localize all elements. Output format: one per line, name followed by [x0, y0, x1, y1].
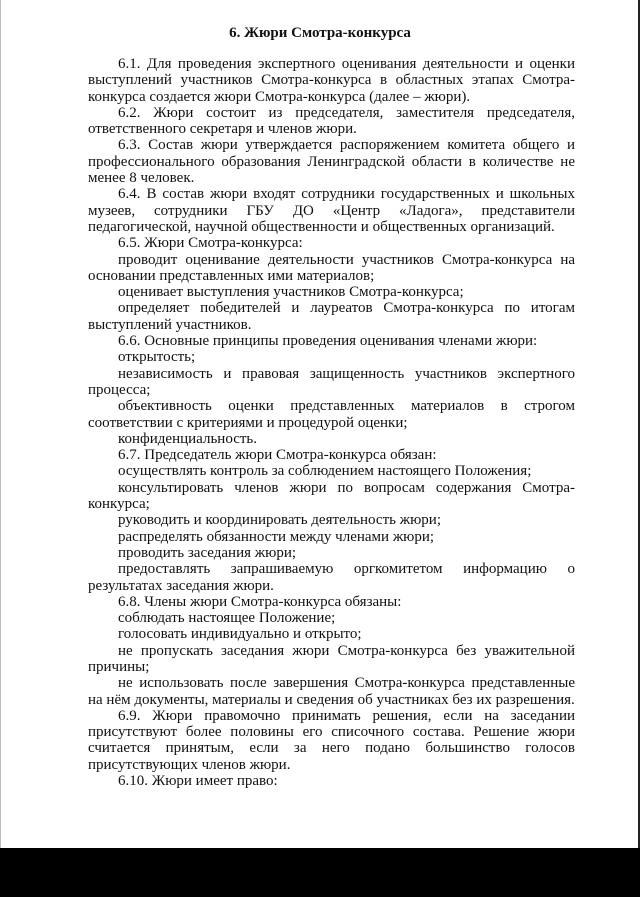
- paragraph-6-9: 6.9. Жюри правомочно принимать решения, если на заседании присутствуют более половины его списочного состава. Решение жюри считается принятым, если за него подано большинство голосов присутствующих членов жюри.: [88, 707, 575, 773]
- paragraph-6-8: 6.8. Члены жюри Смотра-конкурса обязаны:: [118, 593, 402, 610]
- paragraph-6-10: 6.10. Жюри имеет право:: [118, 773, 278, 790]
- section-heading: 6. Жюри Смотра-конкурса: [229, 25, 411, 41]
- list-item: оценивает выступления участников Смотра-конкурса;: [118, 284, 464, 301]
- list-item: проводит оценивание деятельности участников Смотра-конкурса на основании представленных ими материалов;: [88, 251, 575, 284]
- list-item: консультировать членов жюри по вопросам содержания Смотра-конкурса;: [88, 479, 575, 513]
- scan-bottom-bar: [0, 848, 640, 897]
- list-item: не пропускать заседания жюри Смотра-конкурса без уважительной причины;: [88, 642, 575, 675]
- list-item: объективность оценки представленных материалов в строгом соответствии с критериями и процедурой оценки;: [88, 398, 575, 431]
- list-item: определяет победителей и лауреатов Смотра-конкурса по итогам выступлений участников.: [88, 300, 575, 333]
- paragraph-6-5: 6.5. Жюри Смотра-конкурса:: [118, 235, 303, 252]
- paragraph-6-2: 6.2. Жюри состоит из председателя, заместителя председателя, ответственного секретаря и членов жюри.: [88, 104, 575, 138]
- paragraph-6-6: 6.6. Основные принципы проведения оценивания членами жюри:: [118, 333, 538, 350]
- list-item: осуществлять контроль за соблюдением настоящего Положения;: [118, 463, 532, 480]
- paragraph-6-1: 6.1. Для проведения экспертного оценивания деятельности и оценки выступлений участников Смотра-конкурса в областных этапах Смотра-конкурса создается жюри Смотра-конкурса (далее – жюри).: [88, 56, 575, 105]
- paragraph-6-7: 6.7. Председатель жюри Смотра-конкурса обязан:: [118, 447, 437, 464]
- list-item: проводить заседания жюри;: [118, 544, 297, 561]
- list-item: независимость и правовая защищенность участников экспертного процесса;: [88, 365, 575, 398]
- scan-edge-left: [0, 0, 1, 848]
- section-body: [88, 56, 575, 789]
- paragraph-6-4: 6.4. В состав жюри входят сотрудники государственных и школьных музеев, сотрудники ГБУ ДО «Центр «Ладога», представители педагогической, научной общественности и общественных организаций.: [88, 186, 575, 235]
- list-item: руководить и координировать деятельность жюри;: [118, 512, 441, 529]
- list-item: не использовать после завершения Смотра-конкурса представленные на нём документы, материалы и сведения об участниках без их разрешения.: [88, 675, 575, 708]
- list-item: распределять обязанности между членами жюри;: [118, 528, 435, 545]
- list-item: конфиденциальность.: [118, 430, 257, 447]
- list-item: предоставлять запрашиваемую оргкомитетом информацию о результатах заседания жюри.: [88, 561, 575, 594]
- list-item: соблюдать настоящее Положение;: [118, 610, 336, 627]
- list-item: голосовать индивидуально и открыто;: [118, 626, 362, 643]
- list-item: открытость;: [118, 349, 196, 366]
- paragraph-6-3: 6.3. Состав жюри утверждается распоряжением комитета общего и профессионального образования Ленинградской области в количестве не менее 8 человек.: [88, 137, 575, 187]
